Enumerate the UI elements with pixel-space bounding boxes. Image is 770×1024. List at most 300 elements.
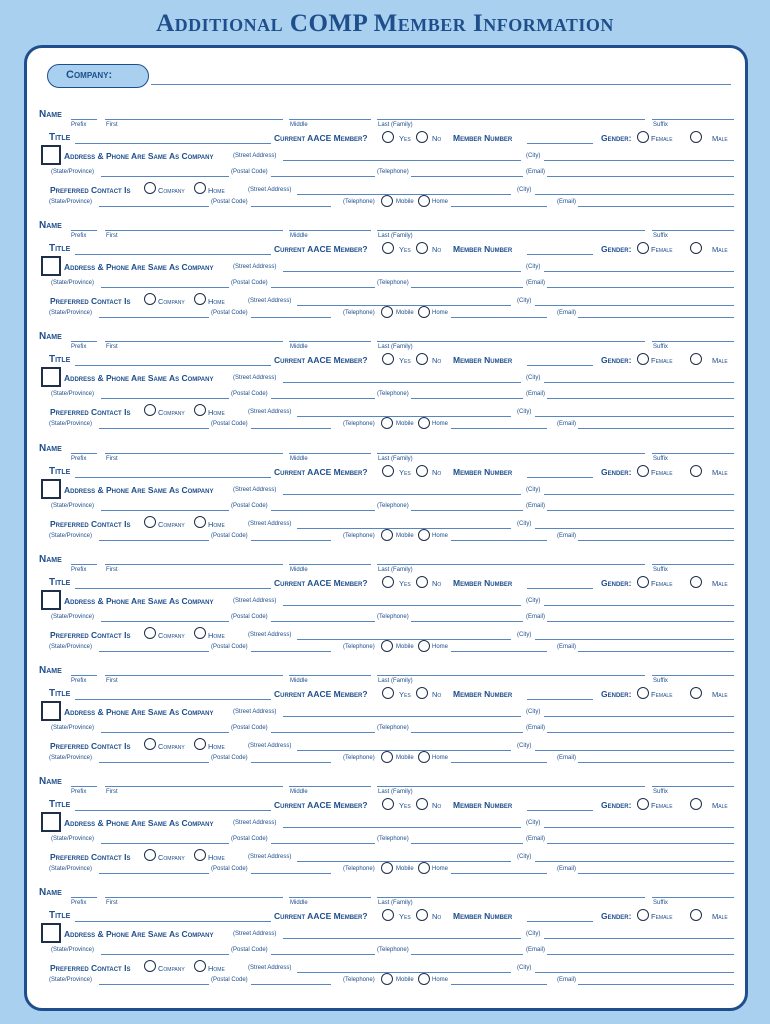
state-input[interactable] bbox=[101, 954, 229, 955]
phone-mobile-radio[interactable] bbox=[381, 862, 393, 874]
email-caption: (Email) bbox=[526, 947, 545, 954]
first-name-input[interactable] bbox=[105, 341, 283, 342]
prefix-caption: Prefix bbox=[71, 455, 87, 462]
gender-female-radio[interactable] bbox=[637, 687, 649, 699]
yes-label: Yes bbox=[399, 467, 411, 477]
member-yes-radio[interactable] bbox=[382, 687, 394, 699]
suffix-caption: Suffix bbox=[653, 122, 668, 128]
home-postal-input[interactable] bbox=[251, 317, 331, 318]
phone-home-radio[interactable] bbox=[418, 417, 430, 429]
member-yes-radio[interactable] bbox=[382, 909, 394, 921]
male-label: Male bbox=[712, 467, 728, 477]
member-number-input[interactable] bbox=[527, 143, 593, 144]
city-input[interactable] bbox=[544, 716, 734, 717]
same-address-checkbox[interactable] bbox=[41, 590, 61, 610]
middle-name-input[interactable] bbox=[289, 786, 371, 787]
state-input[interactable] bbox=[101, 621, 229, 622]
telephone-input[interactable] bbox=[411, 954, 523, 955]
phone-mobile-radio[interactable] bbox=[381, 195, 393, 207]
home-state-input[interactable] bbox=[99, 762, 209, 763]
home-postal-input[interactable] bbox=[251, 651, 331, 652]
home-option-label: Home bbox=[208, 297, 225, 307]
city-input[interactable] bbox=[544, 938, 734, 939]
preferred-contact-label: Preferred Contact Is bbox=[50, 407, 131, 418]
preferred-company-radio[interactable] bbox=[144, 627, 156, 639]
last-name-input[interactable] bbox=[377, 564, 645, 565]
home-telephone-input[interactable] bbox=[451, 873, 547, 874]
phone-home-radio[interactable] bbox=[418, 529, 430, 541]
home-state-input[interactable] bbox=[99, 651, 209, 652]
postal-input[interactable] bbox=[271, 954, 375, 955]
phone-mobile-radio[interactable] bbox=[381, 640, 393, 652]
member-no-radio[interactable] bbox=[416, 576, 428, 588]
street-input[interactable] bbox=[283, 827, 521, 828]
home-email-caption: (Email) bbox=[557, 199, 576, 205]
phone-home-radio[interactable] bbox=[418, 973, 430, 985]
preferred-home-radio[interactable] bbox=[194, 404, 206, 416]
gender-female-radio[interactable] bbox=[637, 798, 649, 810]
city-input[interactable] bbox=[544, 605, 734, 606]
gender-female-radio[interactable] bbox=[637, 576, 649, 588]
home-state-input[interactable] bbox=[99, 428, 209, 429]
member-yes-radio[interactable] bbox=[382, 798, 394, 810]
home-telephone-caption: (Telephone) bbox=[343, 310, 375, 317]
title-label: Title bbox=[49, 354, 71, 366]
home-state-input[interactable] bbox=[99, 540, 209, 541]
member-number-label: Member Number bbox=[453, 244, 513, 255]
member-no-radio[interactable] bbox=[416, 242, 428, 254]
state-input[interactable] bbox=[101, 843, 229, 844]
home-state-input[interactable] bbox=[99, 206, 209, 207]
home-street-input[interactable] bbox=[297, 972, 511, 973]
gender-label: Gender: bbox=[601, 355, 632, 366]
phone-home-radio[interactable] bbox=[418, 306, 430, 318]
suffix-input[interactable] bbox=[652, 564, 734, 565]
telephone-input[interactable] bbox=[411, 621, 523, 622]
home-city-input[interactable] bbox=[535, 639, 734, 640]
home-street-input[interactable] bbox=[297, 861, 511, 862]
gender-male-radio[interactable] bbox=[690, 353, 702, 365]
female-label: Female bbox=[651, 690, 673, 699]
same-address-checkbox[interactable] bbox=[41, 367, 61, 387]
home-email-caption: (Email) bbox=[557, 643, 576, 650]
home-telephone-input[interactable] bbox=[451, 540, 547, 541]
phone-home-radio[interactable] bbox=[418, 751, 430, 763]
member-yes-radio[interactable] bbox=[382, 353, 394, 365]
same-address-checkbox[interactable] bbox=[41, 701, 61, 721]
city-input[interactable] bbox=[544, 827, 734, 828]
city-input[interactable] bbox=[544, 382, 734, 383]
state-input[interactable] bbox=[101, 510, 229, 511]
mobile-label: Mobile bbox=[396, 643, 414, 650]
prefix-input[interactable] bbox=[71, 897, 97, 898]
gender-male-radio[interactable] bbox=[690, 131, 702, 143]
home-telephone-input[interactable] bbox=[451, 428, 547, 429]
last-name-input[interactable] bbox=[377, 230, 645, 231]
home-street-input[interactable] bbox=[297, 528, 511, 529]
suffix-input[interactable] bbox=[652, 897, 734, 898]
street-input[interactable] bbox=[283, 160, 521, 161]
male-label: Male bbox=[712, 912, 728, 922]
phone-home-radio[interactable] bbox=[418, 640, 430, 652]
email-input[interactable] bbox=[547, 287, 734, 288]
state-caption: (State/Province) bbox=[51, 502, 95, 509]
preferred-home-radio[interactable] bbox=[194, 738, 206, 750]
prefix-input[interactable] bbox=[71, 786, 97, 787]
telephone-input[interactable] bbox=[411, 843, 523, 844]
middle-name-input[interactable] bbox=[289, 230, 371, 231]
preferred-home-radio[interactable] bbox=[194, 960, 206, 972]
prefix-input[interactable] bbox=[71, 453, 97, 454]
preferred-company-radio[interactable] bbox=[144, 960, 156, 972]
company-option-label: Company bbox=[158, 630, 185, 640]
member-number-input[interactable] bbox=[527, 699, 593, 700]
yes-label: Yes bbox=[399, 356, 411, 366]
same-address-label: Address & Phone Are Same As Company bbox=[64, 262, 214, 273]
middle-caption: Middle bbox=[290, 900, 308, 907]
home-postal-input[interactable] bbox=[251, 873, 331, 874]
phone-mobile-radio[interactable] bbox=[381, 417, 393, 429]
middle-name-input[interactable] bbox=[289, 564, 371, 565]
gender-female-radio[interactable] bbox=[637, 131, 649, 143]
telephone-input[interactable] bbox=[411, 398, 523, 399]
member-number-input[interactable] bbox=[527, 477, 593, 478]
telephone-input[interactable] bbox=[411, 732, 523, 733]
member-number-label: Member Number bbox=[453, 689, 513, 699]
home-telephone-input[interactable] bbox=[451, 651, 547, 652]
street-input[interactable] bbox=[283, 605, 521, 606]
first-name-input[interactable] bbox=[105, 897, 283, 898]
male-label: Male bbox=[712, 801, 728, 811]
same-address-checkbox[interactable] bbox=[41, 479, 61, 499]
first-name-input[interactable] bbox=[105, 786, 283, 787]
company-input[interactable] bbox=[151, 84, 731, 85]
title-input[interactable] bbox=[75, 810, 271, 811]
home-street-input[interactable] bbox=[297, 305, 511, 306]
postal-input[interactable] bbox=[271, 176, 375, 177]
phone-home-radio[interactable] bbox=[418, 862, 430, 874]
title-input[interactable] bbox=[75, 699, 271, 700]
home-street-input[interactable] bbox=[297, 416, 511, 417]
gender-male-radio[interactable] bbox=[690, 798, 702, 810]
street-input[interactable] bbox=[283, 382, 521, 383]
title-input[interactable] bbox=[75, 365, 271, 366]
suffix-input[interactable] bbox=[652, 230, 734, 231]
preferred-company-radio[interactable] bbox=[144, 404, 156, 416]
suffix-input[interactable] bbox=[652, 786, 734, 787]
prefix-input[interactable] bbox=[71, 341, 97, 342]
first-name-input[interactable] bbox=[105, 564, 283, 565]
middle-caption: Middle bbox=[290, 789, 308, 796]
home-postal-input[interactable] bbox=[251, 428, 331, 429]
gender-female-radio[interactable] bbox=[637, 353, 649, 365]
street-input[interactable] bbox=[283, 494, 521, 495]
preferred-home-radio[interactable] bbox=[194, 516, 206, 528]
home-city-caption: (City) bbox=[517, 743, 532, 749]
state-caption: (State/Province) bbox=[51, 947, 95, 954]
last-name-input[interactable] bbox=[377, 453, 645, 454]
middle-caption: Middle bbox=[290, 455, 308, 462]
telephone-input[interactable] bbox=[411, 287, 523, 288]
postal-caption: (Postal Code) bbox=[231, 613, 268, 620]
email-input[interactable] bbox=[547, 954, 734, 955]
member-number-input[interactable] bbox=[527, 588, 593, 589]
first-name-input[interactable] bbox=[105, 230, 283, 231]
middle-name-input[interactable] bbox=[289, 675, 371, 676]
home-email-caption: (Email) bbox=[557, 977, 576, 984]
home-telephone-input[interactable] bbox=[451, 984, 547, 985]
home-email-input[interactable] bbox=[578, 428, 734, 429]
city-input[interactable] bbox=[544, 160, 734, 161]
home-state-input[interactable] bbox=[99, 317, 209, 318]
telephone-input[interactable] bbox=[411, 510, 523, 511]
home-city-input[interactable] bbox=[535, 305, 734, 306]
suffix-input[interactable] bbox=[652, 341, 734, 342]
last-name-input[interactable] bbox=[377, 119, 645, 120]
middle-name-input[interactable] bbox=[289, 453, 371, 454]
home-city-input[interactable] bbox=[535, 528, 734, 529]
email-input[interactable] bbox=[547, 510, 734, 511]
postal-input[interactable] bbox=[271, 510, 375, 511]
middle-name-input[interactable] bbox=[289, 119, 371, 120]
current-member-label: Current AACE Member? bbox=[274, 577, 368, 588]
postal-input[interactable] bbox=[271, 287, 375, 288]
preferred-company-radio[interactable] bbox=[144, 293, 156, 305]
home-email-input[interactable] bbox=[578, 873, 734, 874]
home-postal-input[interactable] bbox=[251, 762, 331, 763]
first-name-input[interactable] bbox=[105, 453, 283, 454]
male-label: Male bbox=[712, 356, 728, 366]
title-input[interactable] bbox=[75, 921, 271, 922]
telephone-caption: (Telephone) bbox=[377, 725, 409, 731]
postal-input[interactable] bbox=[271, 843, 375, 844]
male-label: Male bbox=[712, 245, 728, 255]
preferred-contact-label: Preferred Contact Is bbox=[50, 741, 131, 751]
title-label: Title bbox=[49, 576, 71, 588]
email-input[interactable] bbox=[547, 621, 734, 622]
preferred-home-radio[interactable] bbox=[194, 293, 206, 305]
same-address-checkbox[interactable] bbox=[41, 256, 61, 276]
postal-input[interactable] bbox=[271, 621, 375, 622]
home-city-caption: (City) bbox=[517, 298, 532, 305]
email-input[interactable] bbox=[547, 398, 734, 399]
member-number-input[interactable] bbox=[527, 810, 593, 811]
title-input[interactable] bbox=[75, 588, 271, 589]
postal-input[interactable] bbox=[271, 398, 375, 399]
home-state-caption: (State/Province) bbox=[49, 421, 93, 428]
home-option-label: Home bbox=[208, 519, 225, 529]
member-no-radio[interactable] bbox=[416, 465, 428, 477]
gender-male-radio[interactable] bbox=[690, 909, 702, 921]
current-member-label: Current AACE Member? bbox=[274, 244, 368, 255]
email-input[interactable] bbox=[547, 732, 734, 733]
city-input[interactable] bbox=[544, 271, 734, 272]
prefix-input[interactable] bbox=[71, 564, 97, 565]
same-address-checkbox[interactable] bbox=[41, 923, 61, 943]
preferred-home-radio[interactable] bbox=[194, 849, 206, 861]
home-postal-caption: (Postal Code) bbox=[211, 866, 248, 873]
preferred-home-radio[interactable] bbox=[194, 627, 206, 639]
home-telephone-input[interactable] bbox=[451, 206, 547, 207]
home-telephone-input[interactable] bbox=[451, 317, 547, 318]
name-label: Name bbox=[39, 220, 62, 232]
title-input[interactable] bbox=[75, 143, 271, 144]
home-phone-label: Home bbox=[432, 755, 449, 761]
gender-male-radio[interactable] bbox=[690, 687, 702, 699]
member-yes-radio[interactable] bbox=[382, 131, 394, 143]
home-email-input[interactable] bbox=[578, 540, 734, 541]
home-state-input[interactable] bbox=[99, 873, 209, 874]
email-caption: (Email) bbox=[526, 613, 545, 620]
preferred-contact-label: Preferred Contact Is bbox=[50, 963, 131, 974]
phone-home-radio[interactable] bbox=[418, 195, 430, 207]
postal-caption: (Postal Code) bbox=[231, 391, 268, 398]
yes-label: Yes bbox=[399, 134, 411, 143]
member-number-label: Member Number bbox=[453, 466, 513, 477]
home-email-input[interactable] bbox=[578, 206, 734, 207]
state-input[interactable] bbox=[101, 287, 229, 288]
email-input[interactable] bbox=[547, 843, 734, 844]
home-postal-input[interactable] bbox=[251, 984, 331, 985]
prefix-caption: Prefix bbox=[71, 233, 87, 240]
home-state-input[interactable] bbox=[99, 984, 209, 985]
same-address-label: Address & Phone Are Same As Company bbox=[64, 929, 214, 940]
gender-female-radio[interactable] bbox=[637, 465, 649, 477]
gender-female-radio[interactable] bbox=[637, 242, 649, 254]
telephone-caption: (Telephone) bbox=[377, 502, 409, 509]
street-input[interactable] bbox=[283, 716, 521, 717]
suffix-input[interactable] bbox=[652, 119, 734, 120]
telephone-input[interactable] bbox=[411, 176, 523, 177]
home-postal-input[interactable] bbox=[251, 540, 331, 541]
postal-input[interactable] bbox=[271, 732, 375, 733]
member-block bbox=[27, 439, 748, 550]
gender-male-radio[interactable] bbox=[690, 576, 702, 588]
home-street-input[interactable] bbox=[297, 750, 511, 751]
title-input[interactable] bbox=[75, 254, 271, 255]
name-label: Name bbox=[39, 776, 62, 788]
member-no-radio[interactable] bbox=[416, 687, 428, 699]
middle-name-input[interactable] bbox=[289, 341, 371, 342]
home-postal-input[interactable] bbox=[251, 206, 331, 207]
same-address-label: Address & Phone Are Same As Company bbox=[64, 151, 214, 161]
same-address-label: Address & Phone Are Same As Company bbox=[64, 595, 214, 606]
home-email-input[interactable] bbox=[578, 984, 734, 985]
prefix-caption: Prefix bbox=[71, 789, 87, 796]
title-input[interactable] bbox=[75, 477, 271, 478]
home-email-input[interactable] bbox=[578, 317, 734, 318]
phone-mobile-radio[interactable] bbox=[381, 751, 393, 763]
member-yes-radio[interactable] bbox=[382, 576, 394, 588]
city-caption: (City) bbox=[526, 597, 541, 604]
home-telephone-caption: (Telephone) bbox=[343, 421, 375, 428]
email-input[interactable] bbox=[547, 176, 734, 177]
street-input[interactable] bbox=[283, 938, 521, 939]
last-name-input[interactable] bbox=[377, 897, 645, 898]
suffix-input[interactable] bbox=[652, 675, 734, 676]
home-email-input[interactable] bbox=[578, 651, 734, 652]
home-city-input[interactable] bbox=[535, 972, 734, 973]
gender-male-radio[interactable] bbox=[690, 242, 702, 254]
last-name-input[interactable] bbox=[377, 675, 645, 676]
member-number-input[interactable] bbox=[527, 365, 593, 366]
phone-mobile-radio[interactable] bbox=[381, 973, 393, 985]
preferred-company-radio[interactable] bbox=[144, 849, 156, 861]
member-number-input[interactable] bbox=[527, 254, 593, 255]
member-yes-radio[interactable] bbox=[382, 465, 394, 477]
current-member-label: Current AACE Member? bbox=[274, 466, 368, 477]
state-input[interactable] bbox=[101, 398, 229, 399]
middle-caption: Middle bbox=[290, 344, 308, 351]
home-email-input[interactable] bbox=[578, 762, 734, 763]
prefix-input[interactable] bbox=[71, 119, 97, 120]
home-phone-label: Home bbox=[432, 310, 449, 317]
name-label: Name bbox=[39, 442, 62, 454]
suffix-caption: Suffix bbox=[653, 344, 668, 351]
same-address-checkbox[interactable] bbox=[41, 145, 61, 165]
same-address-checkbox[interactable] bbox=[41, 812, 61, 832]
male-label: Male bbox=[712, 690, 728, 699]
home-street-input[interactable] bbox=[297, 639, 511, 640]
preferred-home-radio[interactable] bbox=[194, 182, 206, 194]
member-number-input[interactable] bbox=[527, 921, 593, 922]
phone-mobile-radio[interactable] bbox=[381, 529, 393, 541]
preferred-company-radio[interactable] bbox=[144, 182, 156, 194]
no-label: No bbox=[432, 467, 442, 477]
first-name-input[interactable] bbox=[105, 675, 283, 676]
home-city-input[interactable] bbox=[535, 194, 734, 195]
no-label: No bbox=[432, 134, 442, 143]
suffix-caption: Suffix bbox=[653, 566, 668, 573]
member-no-radio[interactable] bbox=[416, 353, 428, 365]
gender-female-radio[interactable] bbox=[637, 909, 649, 921]
state-input[interactable] bbox=[101, 176, 229, 177]
first-name-input[interactable] bbox=[105, 119, 283, 120]
middle-name-input[interactable] bbox=[289, 897, 371, 898]
member-yes-radio[interactable] bbox=[382, 242, 394, 254]
prefix-input[interactable] bbox=[71, 675, 97, 676]
home-city-input[interactable] bbox=[535, 416, 734, 417]
gender-label: Gender: bbox=[601, 800, 632, 811]
home-street-caption: (Street Address) bbox=[248, 854, 292, 861]
postal-caption: (Postal Code) bbox=[231, 280, 268, 287]
title-label: Title bbox=[49, 910, 71, 922]
city-input[interactable] bbox=[544, 494, 734, 495]
member-no-radio[interactable] bbox=[416, 131, 428, 143]
last-name-input[interactable] bbox=[377, 786, 645, 787]
street-input[interactable] bbox=[283, 271, 521, 272]
preferred-company-radio[interactable] bbox=[144, 738, 156, 750]
phone-mobile-radio[interactable] bbox=[381, 306, 393, 318]
state-input[interactable] bbox=[101, 732, 229, 733]
email-caption: (Email) bbox=[526, 280, 545, 287]
home-state-caption: (State/Province) bbox=[49, 977, 93, 984]
home-city-input[interactable] bbox=[535, 750, 734, 751]
member-no-radio[interactable] bbox=[416, 798, 428, 810]
suffix-input[interactable] bbox=[652, 453, 734, 454]
gender-male-radio[interactable] bbox=[690, 465, 702, 477]
email-caption: (Email) bbox=[526, 836, 545, 843]
last-name-input[interactable] bbox=[377, 341, 645, 342]
home-city-input[interactable] bbox=[535, 861, 734, 862]
preferred-company-radio[interactable] bbox=[144, 516, 156, 528]
home-telephone-input[interactable] bbox=[451, 762, 547, 763]
member-no-radio[interactable] bbox=[416, 909, 428, 921]
company-option-label: Company bbox=[158, 519, 185, 529]
home-street-caption: (Street Address) bbox=[248, 965, 292, 972]
prefix-input[interactable] bbox=[71, 230, 97, 231]
home-street-input[interactable] bbox=[297, 194, 511, 195]
